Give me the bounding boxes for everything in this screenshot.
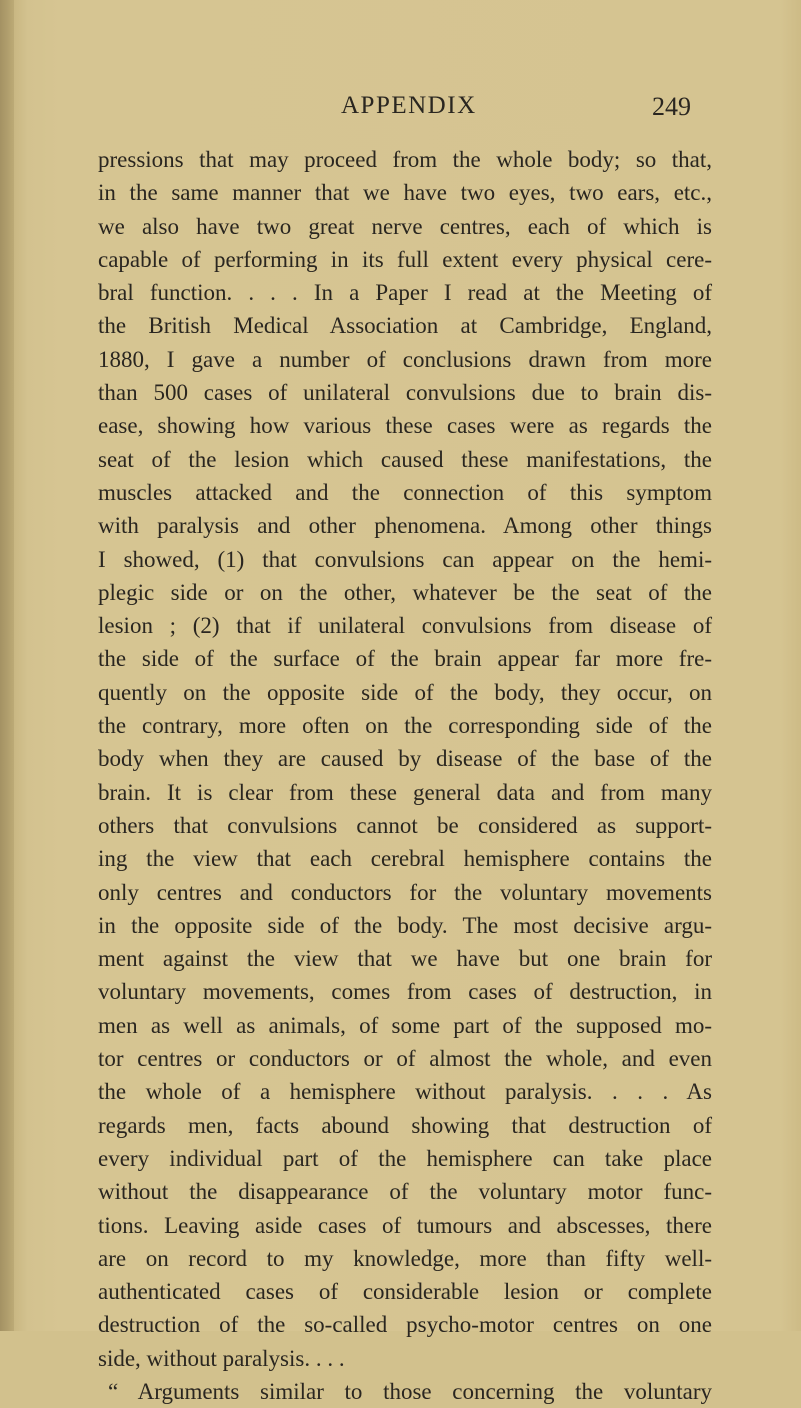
text-line: authenticated cases of considerable lesion or complete [98, 1279, 712, 1305]
running-head [0, 92, 801, 132]
text-line: than 500 cases of unilateral convulsions due to brain dis- [98, 380, 712, 406]
page-number: 249 [652, 92, 691, 121]
text-line: pressions that may proceed from the whole body; so that, [98, 147, 712, 172]
text-line: destruction of the so-called psycho-motor centres on one [98, 1312, 712, 1338]
text-line: others that convulsions cannot be considered as support- [98, 812, 712, 838]
text-line: the side of the surface of the brain appear far more fre- [98, 646, 712, 672]
text-line: the contrary, more often on the corresponding side of the [98, 713, 712, 739]
text-line: “ Arguments similar to those concerning the voluntary [108, 1378, 712, 1404]
text-line: 1880, I gave a number of conclusions drawn from more [98, 346, 712, 372]
text-line: brain. It is clear from these general data and from many [98, 779, 712, 805]
text-line: tor centres or conductors or of almost the whole, and even [98, 1046, 712, 1072]
text-line: are on record to my knowledge, more than fifty well- [98, 1245, 712, 1271]
page-gutter [0, 0, 14, 1331]
text-line: body when they are caused by disease of the base of the [98, 746, 712, 772]
text-line: plegic side or on the other, whatever be the seat of the [98, 579, 712, 605]
text-line: ease, showing how various these cases were as regards the [98, 413, 712, 439]
text-line: in the same manner that we have two eyes, two ears, etc., [98, 180, 712, 206]
running-head-title: APPENDIX [341, 92, 477, 119]
text-line: men as well as animals, of some part of the supposed mo- [98, 1012, 712, 1038]
text-line: without the disappearance of the voluntary motor func- [98, 1179, 712, 1205]
text-line: I showed, (1) that convulsions can appear on the hemi- [98, 546, 712, 572]
text-line: the whole of a hemisphere without paralysis. . . . As [98, 1079, 712, 1105]
text-line: ing the view that each cerebral hemisphere contains the [98, 846, 712, 872]
text-line: the British Medical Association at Cambridge, England, [98, 313, 712, 339]
text-line: capable of performing in its full extent every physical cere- [98, 246, 712, 272]
text-line: bral function. . . . In a Paper I read at the Meeting of [98, 280, 712, 306]
text-line: regards men, facts abound showing that destruction of [98, 1112, 712, 1138]
text-line: we also have two great nerve centres, each of which is [98, 213, 712, 239]
text-line: only centres and conductors for the voluntary movements [98, 879, 712, 905]
text-line: in the opposite side of the body. The most decisive argu- [98, 912, 712, 938]
text-line: voluntary movements, comes from cases of destruction, in [98, 979, 712, 1005]
text-line: with paralysis and other phenomena. Among other things [98, 513, 712, 539]
text-line: quently on the opposite side of the body, they occur, on [98, 679, 712, 705]
text-line: ment against the view that we have but one brain for [98, 946, 712, 972]
text-line: side, without paralysis. . . . [98, 1345, 345, 1371]
text-line: muscles attacked and the connection of this symptom [98, 479, 712, 505]
text-line: tions. Leaving aside cases of tumours and abscesses, there [98, 1212, 712, 1238]
text-line: seat of the lesion which caused these manifestations, the [98, 446, 712, 472]
text-line: every individual part of the hemisphere can take place [98, 1145, 712, 1171]
body-text [98, 143, 712, 1408]
text-line: lesion ; (2) that if unilateral convulsions from disease of [98, 613, 712, 639]
